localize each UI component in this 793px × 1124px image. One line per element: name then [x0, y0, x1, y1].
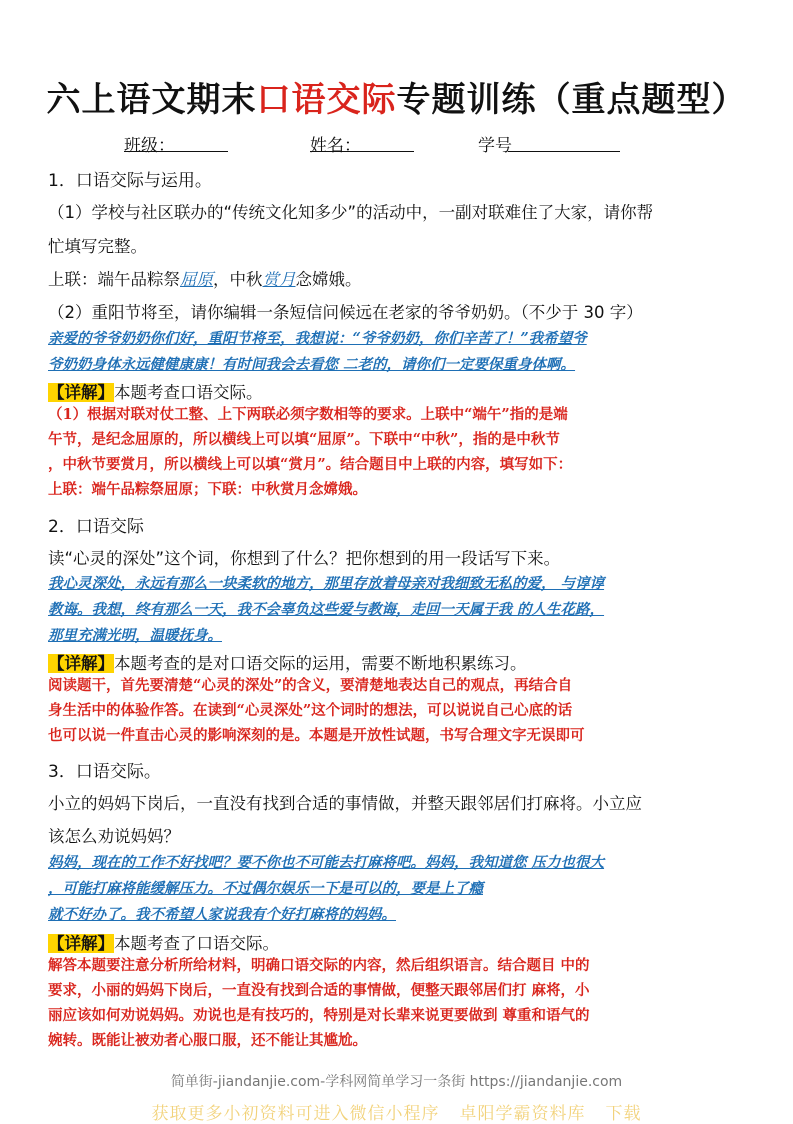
promo-text-3: 下载 [605, 1104, 642, 1124]
page-title [0, 72, 793, 121]
explain-line: ，中秋节要赏月，所以横线上可以填“赏月”。结合题目中上联的内容，填写如下： [48, 456, 573, 473]
couplet-fill-2: 赏月 [262, 270, 296, 289]
answer-line: 亲爱的爷爷奶奶你们好，重阳节将至，我想说：“爷爷奶奶，你们辛苦了！”我希望爷 [48, 330, 587, 347]
title-part2: 专题训练（重点题型） [396, 80, 747, 120]
q1-sub1-line2: 忙填写完整。 [48, 237, 147, 256]
name-label: 姓名： [310, 136, 361, 156]
answer-line: ，可能打麻将能缓解压力。不过偶尔娱乐一下是可以的，要是上了瘾 [48, 880, 483, 897]
q2-explain-header [48, 650, 527, 674]
explain-line: 解答本题要注意分析所给材料，明确口语交际的内容，然后组织语言。结合题目 中的 [48, 957, 590, 974]
answer-line: 我心灵深处，永远有那么一块柔软的地方，那里存放着母亲对我细致无私的爱， 与谆谆 [48, 575, 605, 592]
q1-heading: 1．口语交际与运用。 [48, 171, 212, 191]
q1-sub1-line1: （1）学校与社区联办的“传统文化知多少”的活动中，一副对联难住了大家，请你帮 [48, 203, 654, 222]
q1-explanation [48, 402, 753, 502]
couplet-part-c: 念嫦娥。 [295, 270, 362, 289]
explain-intro: 本题考查的是对口语交际的运用，需要不断地积累练习。 [114, 654, 527, 673]
q3-answer [48, 850, 748, 928]
explain-line: 午节，是纪念屈原的，所以横线上可以填“屈原”。下联中“中秋”，指的是中秋节 [48, 431, 560, 448]
title-highlight: 口语交际 [256, 80, 397, 120]
answer-line: 就不好办了。我不希望人家说我有个好打麻将的妈妈。 [48, 906, 396, 923]
explain-tag: 【详解】 [48, 383, 114, 402]
promo-text-2: 卓阳学霸资料库 [459, 1104, 586, 1124]
explain-intro: 本题考查了口语交际。 [114, 934, 279, 953]
answer-line: 妈妈，现在的工作不好找吧？要不你也不可能去打麻将吧。妈妈，我知道您 压力也很大 [48, 854, 605, 871]
q2-explanation [48, 673, 753, 748]
explain-line: 也可以说一件直击心灵的影响深刻的是。本题是开放性试题，书写合理文字无误即可 [48, 727, 585, 744]
q2-answer [48, 571, 748, 649]
couplet-part-b: ，中秋 [213, 270, 263, 289]
q1-sub2: （2）重阳节将至，请你编辑一条短信问候远在老家的爷爷奶奶。（不少于 30 字） [48, 303, 643, 322]
name-blank[interactable] [310, 131, 414, 152]
class-label: 班级： [124, 136, 175, 156]
q2-heading: 2．口语交际 [48, 517, 144, 537]
title-part1: 六上语文期末 [46, 80, 257, 120]
footer-promo [0, 1099, 793, 1124]
explain-line: 身生活中的体验作答。在读到“心灵深处”这个词时的想法，可以说说自己心底的话 [48, 702, 573, 719]
explain-line: （1）根据对联对仗工整、上下两联必须字数相等的要求。上联中“端午”指的是端 [48, 406, 568, 423]
answer-line: 那里充满光明，温暖抚身。 [48, 627, 222, 644]
explain-line: 丽应该如何劝说妈妈。劝说也是有技巧的，特别是对长辈来说更要做到 尊重和语气的 [48, 1007, 590, 1024]
footer-source: 简单街-jiandanjie.com-学科网简单学习一条街 https://jiandanjie.com [170, 1074, 623, 1090]
id-label: 学号 [478, 136, 512, 156]
q3-question-line1: 小立的妈妈下岗后，一直没有找到合适的事情做，并整天跟邻居们打麻将。小立应 [48, 794, 642, 813]
explain-line: 要求，小丽的妈妈下岗后，一直没有找到合适的事情做，便整天跟邻居们打 麻将，小 [48, 982, 590, 999]
q1-answer [48, 326, 748, 378]
promo-text-1: 获取更多小初资料可进入微信小程序 [151, 1104, 440, 1124]
q2-question: 读“心灵的深处”这个词，你想到了什么？把你想到的用一段话写下来。 [48, 549, 561, 568]
q1-explain-header [48, 379, 263, 403]
explain-line: 婉转。既能让被劝者心服口服，还不能让其尴尬。 [48, 1032, 367, 1049]
explain-tag: 【详解】 [48, 934, 114, 953]
q3-explanation [48, 953, 753, 1053]
q3-explain-header [48, 930, 279, 954]
id-blank[interactable] [508, 131, 620, 152]
q3-heading: 3．口语交际。 [48, 762, 161, 782]
student-info-row [0, 131, 793, 157]
q3-question-line2: 该怎么劝说妈妈？ [48, 827, 180, 846]
explain-line: 上联：端午品粽祭屈原；下联：中秋赏月念嫦娥。 [48, 481, 367, 498]
explain-line: 阅读题干，首先要清楚“心灵的深处”的含义，要清楚地表达自己的观点，再结合自 [48, 677, 573, 694]
answer-line: 教诲。我想，终有那么一天，我不会辜负这些爱与教诲，走回一天属于我 的人生花路， [48, 601, 605, 618]
answer-line: 爷奶奶身体永远健健康康！有时间我会去看您 二老的，请你们一定要保重身体啊。 [48, 356, 576, 373]
explain-tag: 【详解】 [48, 654, 114, 673]
couplet-fill-1: 屈原 [180, 270, 213, 289]
q1-couplet [48, 266, 362, 290]
couplet-part-a: 上联：端午品粽祭 [48, 270, 180, 289]
class-blank[interactable] [124, 131, 228, 152]
explain-intro: 本题考查口语交际。 [114, 383, 263, 402]
